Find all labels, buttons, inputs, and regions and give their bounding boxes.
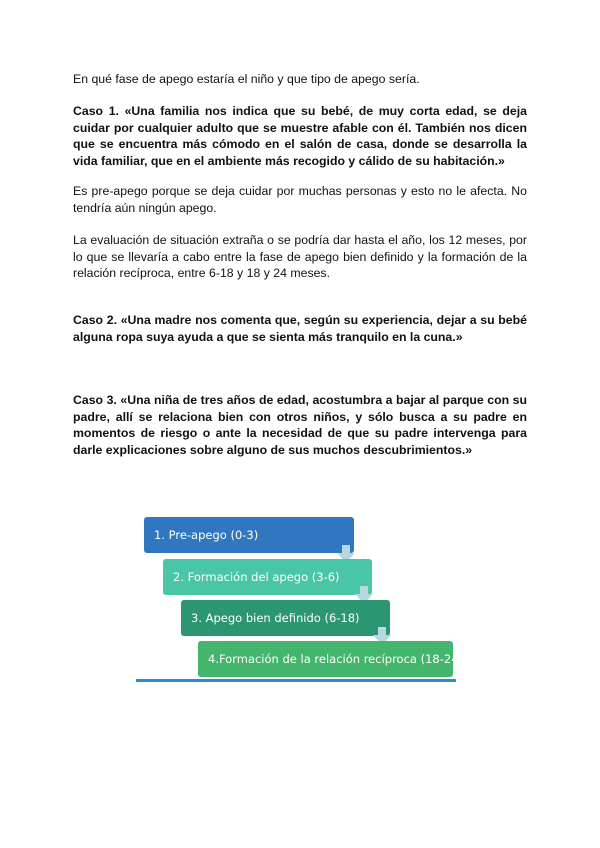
case-2-text: Caso 2. «Una madre nos comenta que, según su experiencia, dejar a su bebé alguna ropa suya ayuda a que se sienta más tranquilo en la cuna.» (73, 313, 527, 344)
answer-2-text: La evaluación de situación extraña o se podría dar hasta el año, los 12 meses, por lo que se llevaría a cabo entre la fase de apego bien definido y la formación de la relación recíproca, entre 6-18 y 18 y 24 meses. (73, 233, 527, 280)
question-text: En qué fase de apego estaría el niño y que tipo de apego sería. (73, 72, 420, 86)
answer-1-text: Es pre-apego porque se deja cuidar por muchas personas y esto no le afecta. No tendría aún ningún apego. (73, 184, 527, 215)
phase-step-3: 3. Apego bien definido (6-18) (181, 600, 390, 636)
phase-step-4: 4.Formación de la relación recíproca (18-24) (198, 641, 453, 677)
diagram-baseline (136, 679, 456, 682)
phase-step-1: 1. Pre-apego (0-3) (144, 517, 354, 553)
case-1-text: Caso 1. «Una familia nos indica que su bebé, de muy corta edad, se deja cuidar por cualquier adulto que se muestre afable con él. También nos dicen que se encuentra más cómodo en el salón de casa, donde se desarrolla la vida familiar, que en el ambiente más recogido y cálido de su habitación.» (73, 104, 527, 168)
case-3-text: Caso 3. «Una niña de tres años de edad, acostumbra a bajar al parque con su padre, allí se relaciona bien con otros niños, y sólo busca a su padre en momentos de riesgo o ante la necesidad de que su padre intervenga para darle explicaciones sobre alguno de sus muchos descubrimientos.» (73, 393, 527, 457)
phase-step-2: 2. Formación del apego (3-6) (163, 559, 372, 595)
